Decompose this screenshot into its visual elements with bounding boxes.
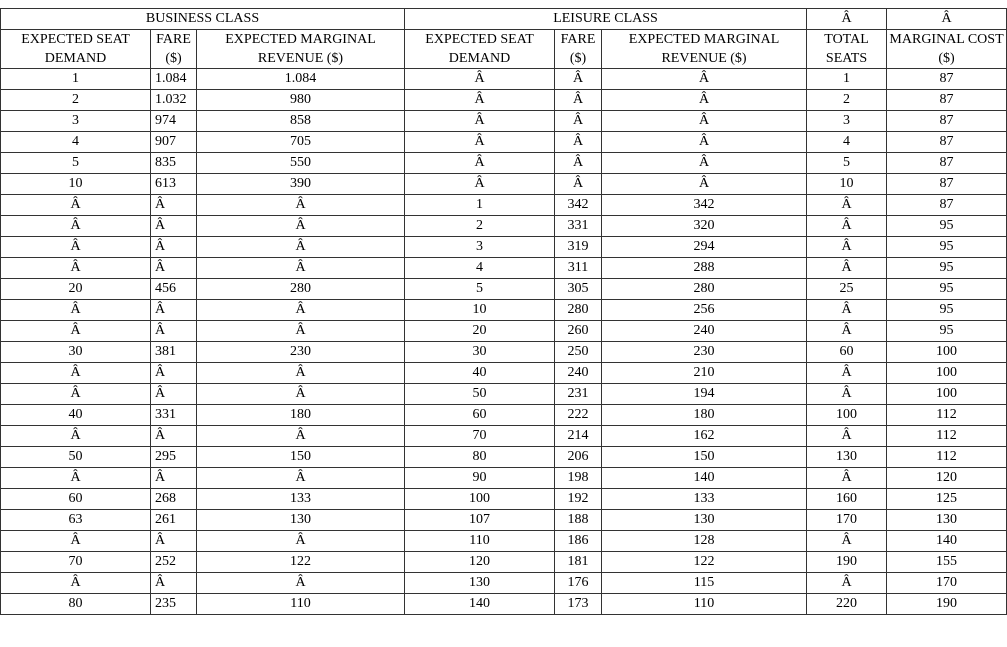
table-row: [1, 111, 1007, 132]
marginal-cost-cell: 140: [887, 531, 1007, 552]
leisure-fare-cell: 305: [555, 279, 602, 300]
business-marginal-revenue-cell: 230: [197, 342, 405, 363]
business-marginal-revenue-cell: Â: [197, 573, 405, 594]
column-header-row: [1, 30, 1007, 69]
table-row: [1, 447, 1007, 468]
business-fare-cell: 456: [151, 279, 197, 300]
business-marginal-revenue-cell: 705: [197, 132, 405, 153]
leisure-seat-demand-cell: 50: [405, 384, 555, 405]
leisure-seat-demand-cell: Â: [405, 132, 555, 153]
leisure-fare-cell: 260: [555, 321, 602, 342]
leisure-fare-cell: 331: [555, 216, 602, 237]
table-row: [1, 342, 1007, 363]
table-row: [1, 90, 1007, 111]
business-fare-cell: 1.032: [151, 90, 197, 111]
table-row: [1, 132, 1007, 153]
business-marginal-revenue-cell: Â: [197, 237, 405, 258]
business-marginal-revenue-cell: 390: [197, 174, 405, 195]
business-seat-demand-cell: Â: [1, 258, 151, 279]
business-seat-demand-cell: Â: [1, 237, 151, 258]
business-seat-demand-cell: 30: [1, 342, 151, 363]
table-row: [1, 405, 1007, 426]
leisure-fare-cell: 214: [555, 426, 602, 447]
business-fare-cell: Â: [151, 573, 197, 594]
leisure-seat-demand-cell: 80: [405, 447, 555, 468]
leisure-fare-cell: 186: [555, 531, 602, 552]
business-seat-demand-cell: Â: [1, 384, 151, 405]
business-fare-cell: 613: [151, 174, 197, 195]
business-seat-demand-cell: 40: [1, 405, 151, 426]
marginal-cost-cell: 130: [887, 510, 1007, 531]
business-fare-header: FARE ($): [151, 30, 197, 69]
leisure-seat-demand-cell: 20: [405, 321, 555, 342]
leisure-fare-cell: 222: [555, 405, 602, 426]
fare-marginal-revenue-table: [0, 8, 1007, 615]
marginal-cost-cell: 87: [887, 69, 1007, 90]
business-fare-cell: Â: [151, 468, 197, 489]
leisure-seat-demand-cell: 40: [405, 363, 555, 384]
leisure-fare-cell: 198: [555, 468, 602, 489]
marginal-cost-cell: 87: [887, 90, 1007, 111]
leisure-marginal-revenue-cell: Â: [602, 132, 807, 153]
business-seat-demand-cell: 50: [1, 447, 151, 468]
marginal-cost-cell: 100: [887, 384, 1007, 405]
table-row: [1, 321, 1007, 342]
table-row: [1, 216, 1007, 237]
business-seat-demand-cell: Â: [1, 216, 151, 237]
marginal-cost-cell: 87: [887, 174, 1007, 195]
leisure-marginal-revenue-cell: 180: [602, 405, 807, 426]
leisure-class-header: LEISURE CLASS: [405, 9, 807, 30]
marginal-cost-cell: 112: [887, 426, 1007, 447]
leisure-fare-cell: 192: [555, 489, 602, 510]
total-seats-header: TOTAL SEATS: [807, 30, 887, 69]
business-fare-cell: Â: [151, 195, 197, 216]
leisure-seat-demand-cell: 140: [405, 594, 555, 615]
table-row: [1, 594, 1007, 615]
leisure-marginal-revenue-cell: 133: [602, 489, 807, 510]
leisure-fare-cell: 342: [555, 195, 602, 216]
business-fare-cell: Â: [151, 216, 197, 237]
total-seats-cell: 130: [807, 447, 887, 468]
leisure-fare-cell: 250: [555, 342, 602, 363]
business-seat-demand-cell: Â: [1, 531, 151, 552]
business-fare-cell: Â: [151, 426, 197, 447]
total-seats-cell: Â: [807, 363, 887, 384]
total-seats-cell: Â: [807, 531, 887, 552]
business-seat-demand-cell: Â: [1, 468, 151, 489]
total-seats-cell: Â: [807, 468, 887, 489]
table-row: [1, 552, 1007, 573]
leisure-fare-cell: Â: [555, 69, 602, 90]
leisure-seat-demand-cell: Â: [405, 111, 555, 132]
business-seat-demand-cell: Â: [1, 573, 151, 594]
leisure-seat-demand-cell: Â: [405, 69, 555, 90]
business-fare-cell: 252: [151, 552, 197, 573]
leisure-marginal-revenue-cell: 130: [602, 510, 807, 531]
leisure-fare-cell: 319: [555, 237, 602, 258]
leisure-fare-cell: 188: [555, 510, 602, 531]
marginal-cost-cell: 95: [887, 321, 1007, 342]
business-seat-demand-cell: 5: [1, 153, 151, 174]
marginal-cost-cell: 95: [887, 279, 1007, 300]
business-marginal-revenue-cell: Â: [197, 468, 405, 489]
table-row: [1, 384, 1007, 405]
business-seat-demand-cell: Â: [1, 195, 151, 216]
marginal-cost-cell: 155: [887, 552, 1007, 573]
leisure-marginal-revenue-cell: 122: [602, 552, 807, 573]
business-fare-cell: 974: [151, 111, 197, 132]
blank-group-header: Â: [887, 9, 1007, 30]
leisure-marginal-revenue-cell: 115: [602, 573, 807, 594]
total-seats-cell: 4: [807, 132, 887, 153]
business-seat-demand-cell: 1: [1, 69, 151, 90]
leisure-seat-demand-cell: 107: [405, 510, 555, 531]
marginal-cost-cell: 87: [887, 153, 1007, 174]
business-marginal-revenue-header: EXPECTED MARGINAL REVENUE ($): [197, 30, 405, 69]
business-fare-cell: 261: [151, 510, 197, 531]
business-marginal-revenue-cell: Â: [197, 363, 405, 384]
leisure-marginal-revenue-cell: 294: [602, 237, 807, 258]
total-seats-cell: Â: [807, 573, 887, 594]
leisure-fare-cell: 173: [555, 594, 602, 615]
leisure-marginal-revenue-cell: Â: [602, 153, 807, 174]
business-seat-demand-cell: 80: [1, 594, 151, 615]
business-marginal-revenue-cell: 110: [197, 594, 405, 615]
business-marginal-revenue-cell: 180: [197, 405, 405, 426]
leisure-seat-demand-cell: 5: [405, 279, 555, 300]
business-seat-demand-cell: 3: [1, 111, 151, 132]
total-seats-cell: 1: [807, 69, 887, 90]
leisure-fare-cell: Â: [555, 174, 602, 195]
leisure-seat-demand-cell: 130: [405, 573, 555, 594]
leisure-fare-cell: Â: [555, 90, 602, 111]
leisure-seat-demand-cell: 60: [405, 405, 555, 426]
leisure-seat-demand-cell: Â: [405, 153, 555, 174]
total-seats-cell: Â: [807, 426, 887, 447]
business-marginal-revenue-cell: 122: [197, 552, 405, 573]
marginal-cost-cell: 100: [887, 363, 1007, 384]
leisure-marginal-revenue-cell: 128: [602, 531, 807, 552]
table-row: [1, 174, 1007, 195]
business-fare-cell: Â: [151, 531, 197, 552]
total-seats-cell: Â: [807, 237, 887, 258]
marginal-cost-cell: 95: [887, 300, 1007, 321]
table-row: [1, 573, 1007, 594]
business-marginal-revenue-cell: 150: [197, 447, 405, 468]
leisure-seat-demand-cell: 2: [405, 216, 555, 237]
business-fare-cell: Â: [151, 321, 197, 342]
business-seat-demand-cell: Â: [1, 321, 151, 342]
business-fare-cell: 907: [151, 132, 197, 153]
total-seats-cell: Â: [807, 384, 887, 405]
total-seats-cell: 25: [807, 279, 887, 300]
leisure-fare-cell: Â: [555, 153, 602, 174]
leisure-marginal-revenue-cell: 140: [602, 468, 807, 489]
marginal-cost-cell: 100: [887, 342, 1007, 363]
leisure-seat-demand-header: EXPECTED SEAT DEMAND: [405, 30, 555, 69]
marginal-cost-cell: 120: [887, 468, 1007, 489]
business-fare-cell: Â: [151, 300, 197, 321]
business-marginal-revenue-cell: 130: [197, 510, 405, 531]
business-fare-cell: 1.084: [151, 69, 197, 90]
leisure-fare-cell: 311: [555, 258, 602, 279]
business-marginal-revenue-cell: 1.084: [197, 69, 405, 90]
leisure-marginal-revenue-cell: Â: [602, 69, 807, 90]
marginal-cost-cell: 112: [887, 405, 1007, 426]
leisure-marginal-revenue-cell: 194: [602, 384, 807, 405]
blank-group-header: Â: [807, 9, 887, 30]
total-seats-cell: 2: [807, 90, 887, 111]
table-row: [1, 489, 1007, 510]
business-marginal-revenue-cell: Â: [197, 216, 405, 237]
total-seats-cell: 10: [807, 174, 887, 195]
business-marginal-revenue-cell: Â: [197, 426, 405, 447]
table-row: [1, 153, 1007, 174]
business-seat-demand-cell: 70: [1, 552, 151, 573]
leisure-marginal-revenue-cell: 288: [602, 258, 807, 279]
marginal-cost-cell: 95: [887, 258, 1007, 279]
business-seat-demand-cell: Â: [1, 300, 151, 321]
business-seat-demand-cell: 20: [1, 279, 151, 300]
business-fare-cell: 268: [151, 489, 197, 510]
leisure-seat-demand-cell: 30: [405, 342, 555, 363]
leisure-fare-cell: Â: [555, 132, 602, 153]
marginal-cost-cell: 112: [887, 447, 1007, 468]
leisure-marginal-revenue-cell: 110: [602, 594, 807, 615]
business-marginal-revenue-cell: 280: [197, 279, 405, 300]
business-marginal-revenue-cell: Â: [197, 258, 405, 279]
business-seat-demand-cell: 4: [1, 132, 151, 153]
business-marginal-revenue-cell: Â: [197, 321, 405, 342]
leisure-seat-demand-cell: 100: [405, 489, 555, 510]
total-seats-cell: 190: [807, 552, 887, 573]
table-row: [1, 363, 1007, 384]
business-fare-cell: Â: [151, 237, 197, 258]
leisure-marginal-revenue-cell: Â: [602, 174, 807, 195]
leisure-seat-demand-cell: 1: [405, 195, 555, 216]
leisure-fare-cell: 206: [555, 447, 602, 468]
total-seats-cell: 60: [807, 342, 887, 363]
leisure-fare-cell: 280: [555, 300, 602, 321]
leisure-seat-demand-cell: 4: [405, 258, 555, 279]
business-marginal-revenue-cell: 858: [197, 111, 405, 132]
total-seats-cell: Â: [807, 195, 887, 216]
table-row: [1, 426, 1007, 447]
business-seat-demand-cell: 2: [1, 90, 151, 111]
business-fare-cell: Â: [151, 384, 197, 405]
leisure-marginal-revenue-cell: 320: [602, 216, 807, 237]
total-seats-cell: 170: [807, 510, 887, 531]
marginal-cost-cell: 95: [887, 237, 1007, 258]
total-seats-cell: 5: [807, 153, 887, 174]
marginal-cost-cell: 95: [887, 216, 1007, 237]
total-seats-cell: 100: [807, 405, 887, 426]
business-seat-demand-cell: Â: [1, 426, 151, 447]
leisure-seat-demand-cell: 90: [405, 468, 555, 489]
leisure-seat-demand-cell: 110: [405, 531, 555, 552]
marginal-cost-cell: 125: [887, 489, 1007, 510]
leisure-seat-demand-cell: 3: [405, 237, 555, 258]
business-marginal-revenue-cell: Â: [197, 384, 405, 405]
marginal-cost-cell: 170: [887, 573, 1007, 594]
marginal-cost-cell: 87: [887, 132, 1007, 153]
total-seats-cell: Â: [807, 216, 887, 237]
business-seat-demand-cell: 60: [1, 489, 151, 510]
fare-table-container: [0, 8, 1007, 615]
business-seat-demand-cell: 10: [1, 174, 151, 195]
table-row: [1, 279, 1007, 300]
leisure-marginal-revenue-cell: 230: [602, 342, 807, 363]
leisure-seat-demand-cell: Â: [405, 174, 555, 195]
business-fare-cell: 235: [151, 594, 197, 615]
business-fare-cell: 835: [151, 153, 197, 174]
table-row: [1, 258, 1007, 279]
leisure-marginal-revenue-cell: Â: [602, 111, 807, 132]
leisure-marginal-revenue-cell: 150: [602, 447, 807, 468]
marginal-cost-cell: 87: [887, 111, 1007, 132]
leisure-fare-cell: Â: [555, 111, 602, 132]
leisure-fare-header: FARE ($): [555, 30, 602, 69]
leisure-fare-cell: 176: [555, 573, 602, 594]
leisure-marginal-revenue-cell: 280: [602, 279, 807, 300]
marginal-cost-header: MARGINAL COST ($): [887, 30, 1007, 69]
table-row: [1, 531, 1007, 552]
business-marginal-revenue-cell: Â: [197, 531, 405, 552]
business-fare-cell: Â: [151, 258, 197, 279]
marginal-cost-cell: 87: [887, 195, 1007, 216]
leisure-marginal-revenue-cell: 256: [602, 300, 807, 321]
business-marginal-revenue-cell: 133: [197, 489, 405, 510]
group-header-row: [1, 9, 1007, 30]
total-seats-cell: 3: [807, 111, 887, 132]
total-seats-cell: 160: [807, 489, 887, 510]
table-row: [1, 237, 1007, 258]
leisure-seat-demand-cell: 70: [405, 426, 555, 447]
table-row: [1, 510, 1007, 531]
total-seats-cell: Â: [807, 258, 887, 279]
business-fare-cell: 381: [151, 342, 197, 363]
business-class-header: BUSINESS CLASS: [1, 9, 405, 30]
leisure-marginal-revenue-cell: 162: [602, 426, 807, 447]
table-row: [1, 195, 1007, 216]
total-seats-cell: Â: [807, 321, 887, 342]
leisure-fare-cell: 240: [555, 363, 602, 384]
leisure-seat-demand-cell: 120: [405, 552, 555, 573]
business-fare-cell: 295: [151, 447, 197, 468]
business-seat-demand-cell: Â: [1, 363, 151, 384]
table-body: [1, 69, 1007, 615]
business-seat-demand-header: EXPECTED SEAT DEMAND: [1, 30, 151, 69]
leisure-fare-cell: 231: [555, 384, 602, 405]
business-fare-cell: Â: [151, 363, 197, 384]
table-row: [1, 300, 1007, 321]
leisure-marginal-revenue-cell: Â: [602, 90, 807, 111]
business-marginal-revenue-cell: 980: [197, 90, 405, 111]
business-marginal-revenue-cell: Â: [197, 300, 405, 321]
leisure-seat-demand-cell: 10: [405, 300, 555, 321]
leisure-marginal-revenue-cell: 240: [602, 321, 807, 342]
leisure-marginal-revenue-header: EXPECTED MARGINAL REVENUE ($): [602, 30, 807, 69]
leisure-seat-demand-cell: Â: [405, 90, 555, 111]
marginal-cost-cell: 190: [887, 594, 1007, 615]
business-marginal-revenue-cell: Â: [197, 195, 405, 216]
business-fare-cell: 331: [151, 405, 197, 426]
table-row: [1, 468, 1007, 489]
leisure-marginal-revenue-cell: 342: [602, 195, 807, 216]
total-seats-cell: Â: [807, 300, 887, 321]
business-marginal-revenue-cell: 550: [197, 153, 405, 174]
table-row: [1, 69, 1007, 90]
total-seats-cell: 220: [807, 594, 887, 615]
leisure-marginal-revenue-cell: 210: [602, 363, 807, 384]
leisure-fare-cell: 181: [555, 552, 602, 573]
business-seat-demand-cell: 63: [1, 510, 151, 531]
